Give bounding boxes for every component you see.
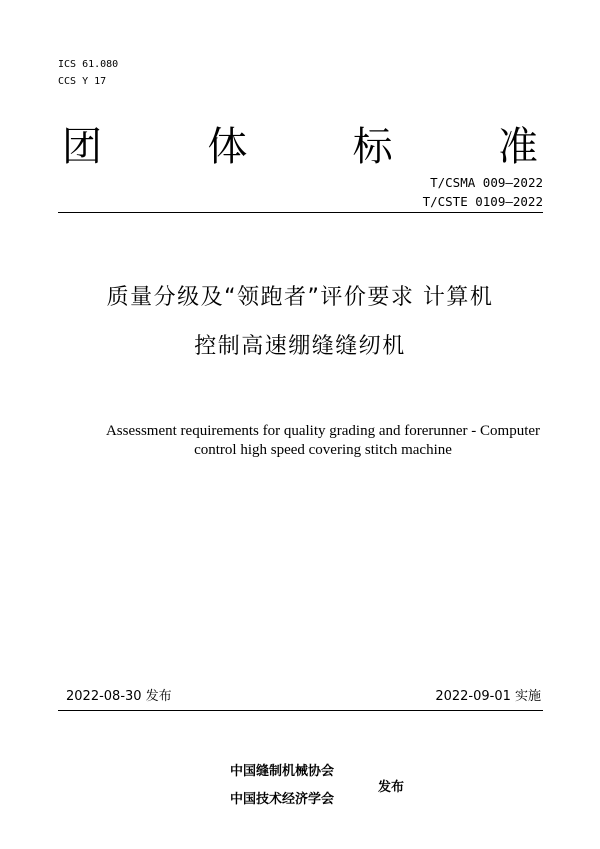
publish-date: 2022-08-30 发布 [66,689,172,704]
standard-number-cste: T/CSTE 0109—2022 [422,194,543,209]
document-type-char: 团 [62,124,102,170]
chinese-title-line-2: 控制高速绷缝缝纫机 [194,334,406,359]
document-type-char: 标 [352,124,393,170]
issued-label: 发布 [378,780,405,795]
document-type-char: 体 [207,124,248,170]
chinese-title-line-1: 质量分级及“领跑者”评价要求 计算机 [106,285,494,310]
ics-code: ICS 61.080 [58,59,119,70]
top-divider [58,212,543,213]
standard-number-csma: T/CSMA 009—2022 [430,175,543,190]
implementation-date: 2022-09-01 实施 [435,689,541,704]
ccs-code: CCS Y 17 [58,76,107,87]
issuer-organization-2: 中国技术经济学会 [230,792,335,807]
issuer-organization-1: 中国缝制机械协会 [230,764,335,779]
document-type-title [60,122,540,172]
bottom-divider [58,710,543,711]
english-title: Assessment requirements for quality grading and forerunner - Computer control high speed covering stitch machine [105,423,541,458]
document-type-char: 准 [497,124,538,170]
